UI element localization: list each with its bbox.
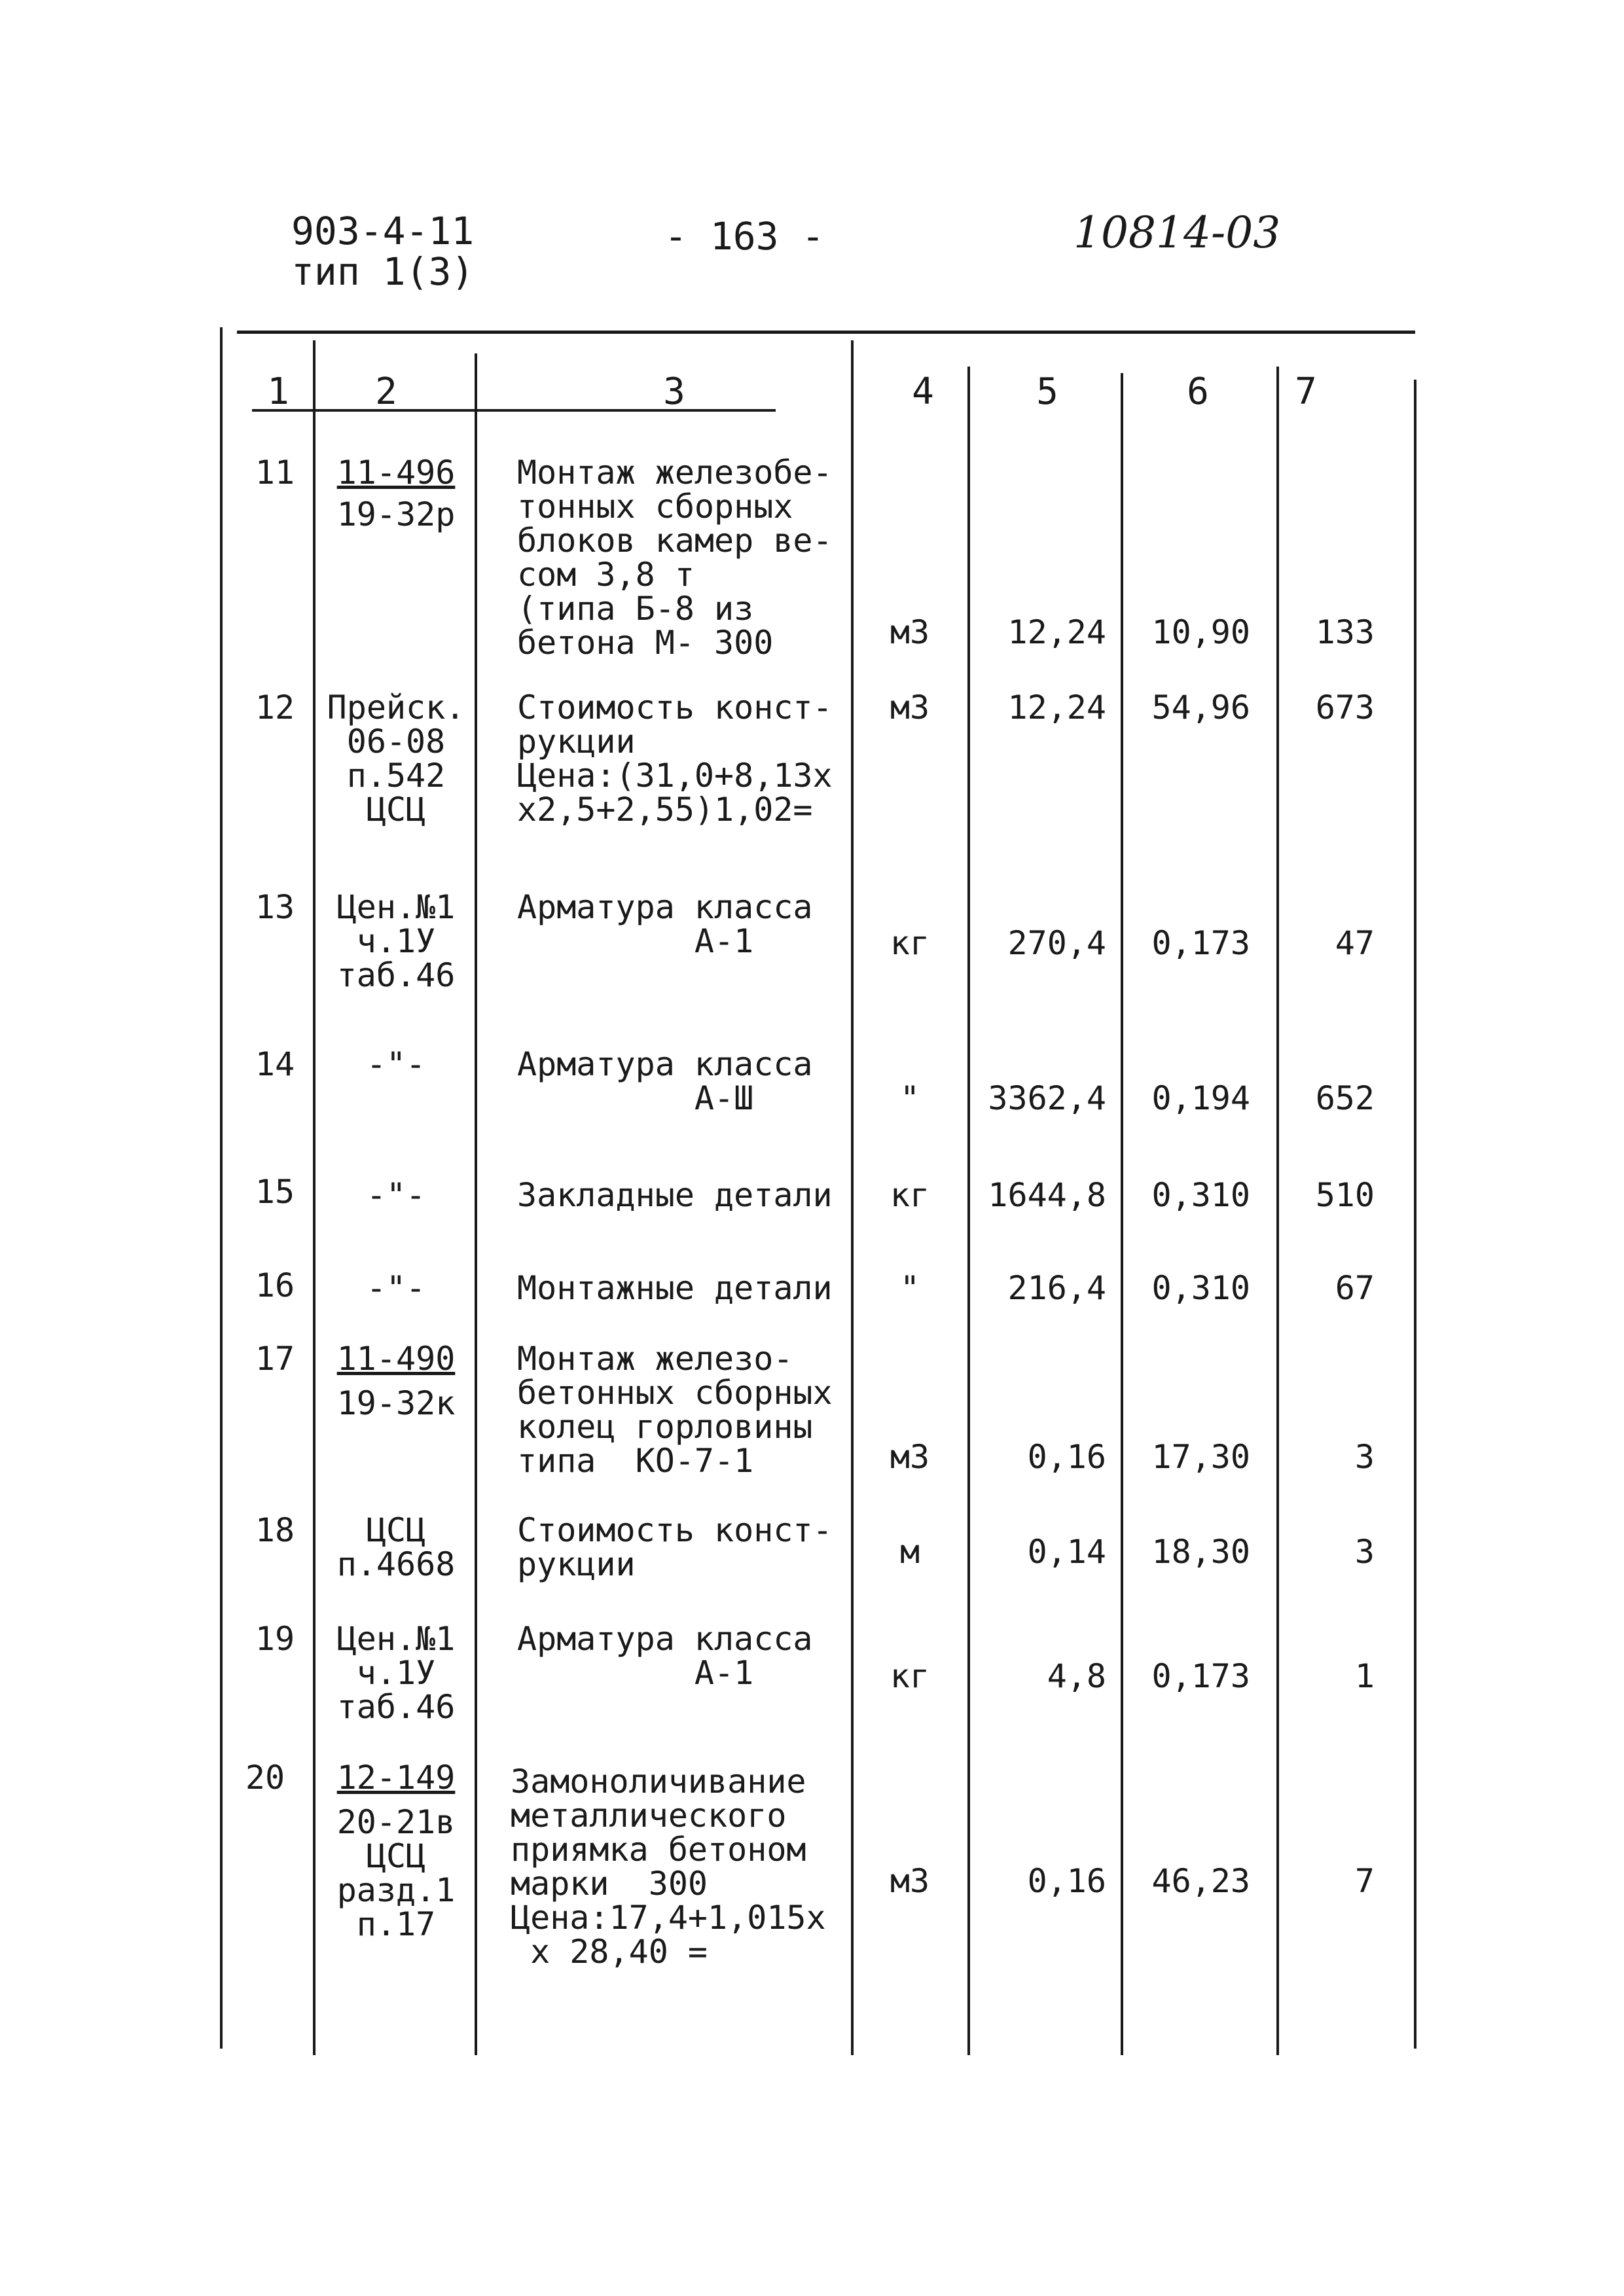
row-12-quantity: 12,24 xyxy=(1007,689,1106,726)
row-13-total: 47 xyxy=(1335,924,1375,962)
row-11-code-top: 11-496 xyxy=(336,454,456,492)
row-18-number: 18 xyxy=(255,1511,295,1549)
row-17-code: 19-32к xyxy=(336,1384,456,1422)
row-11-price: 10,90 xyxy=(1151,613,1250,651)
row-15-code: -"- xyxy=(366,1176,426,1214)
row-15-quantity: 1644,8 xyxy=(988,1176,1106,1214)
row-14-code: -"- xyxy=(366,1045,426,1083)
row-17-quantity: 0,16 xyxy=(1027,1438,1106,1476)
row-18-price: 18,30 xyxy=(1151,1533,1250,1571)
row-17-unit: м3 xyxy=(890,1438,930,1476)
row-20-number: 20 xyxy=(245,1759,285,1797)
row-18-code: ЦСЦ п.4668 xyxy=(336,1511,456,1583)
row-18-description: Стоимость конст- рукции xyxy=(517,1511,833,1583)
column-divider-1-2 xyxy=(313,340,316,2055)
row-19-number: 19 xyxy=(255,1620,295,1658)
row-17-description: Монтаж железо- бетонных сборных колец горловины типа КО-7-1 xyxy=(517,1340,833,1480)
row-20-price: 46,23 xyxy=(1151,1862,1250,1900)
page-number: - 163 - xyxy=(664,214,825,259)
column-number-1: 1 xyxy=(267,370,289,413)
row-17-price: 17,30 xyxy=(1151,1438,1250,1476)
row-18-unit: м xyxy=(899,1533,920,1571)
row-15-price: 0,310 xyxy=(1151,1176,1250,1214)
column-divider-right xyxy=(1414,380,1416,2049)
row-16-number: 16 xyxy=(255,1266,295,1304)
table-top-rule xyxy=(237,331,1415,334)
row-12-unit: м3 xyxy=(890,689,930,726)
row-16-code: -"- xyxy=(366,1269,426,1307)
row-13-code: Цен.№1 ч.1У таб.46 xyxy=(336,888,456,994)
row-13-unit: кг xyxy=(890,924,930,962)
column-divider-4-5 xyxy=(967,367,970,2055)
row-19-quantity: 4,8 xyxy=(1047,1657,1106,1695)
row-17-total: 3 xyxy=(1354,1438,1375,1476)
row-11-total: 133 xyxy=(1315,613,1375,651)
column-number-4: 4 xyxy=(912,370,934,413)
row-13-description: Арматура класса А-1 xyxy=(517,888,813,960)
row-19-unit: кг xyxy=(890,1657,930,1695)
column-divider-6-7 xyxy=(1276,367,1279,2055)
column-number-2: 2 xyxy=(375,370,397,413)
row-12-description: Стоимость конст- рукции Цена:(31,0+8,13х х2,5+2,55)1,02= xyxy=(517,689,833,829)
column-divider-5-6 xyxy=(1121,373,1123,2055)
row-11-number: 11 xyxy=(255,454,295,492)
row-12-number: 12 xyxy=(255,689,295,726)
column-divider-left xyxy=(220,327,223,2049)
row-20-description: Замоноличивание металлического приямка бетоном марки 300 Цена:17,4+1,015х х 28,40 = xyxy=(511,1763,826,1971)
row-12-price: 54,96 xyxy=(1151,689,1250,726)
row-20-total: 7 xyxy=(1354,1862,1375,1900)
row-19-price: 0,173 xyxy=(1151,1657,1250,1695)
row-16-unit: " xyxy=(899,1269,920,1307)
row-14-total: 652 xyxy=(1315,1079,1375,1117)
row-13-price: 0,173 xyxy=(1151,924,1250,962)
row-19-description: Арматура класса А-1 xyxy=(517,1620,813,1692)
row-15-number: 15 xyxy=(255,1173,295,1211)
row-15-unit: кг xyxy=(890,1176,930,1214)
column-number-5: 5 xyxy=(1036,370,1058,413)
row-14-price: 0,194 xyxy=(1151,1079,1250,1117)
column-number-7: 7 xyxy=(1295,370,1317,413)
row-14-quantity: 3362,4 xyxy=(988,1079,1106,1117)
row-20-code-top: 12-149 xyxy=(336,1759,456,1797)
row-11-unit: м3 xyxy=(890,613,930,651)
document-type: тип 1(3) xyxy=(291,249,475,294)
row-20-unit: м3 xyxy=(890,1862,930,1900)
row-19-code: Цен.№1 ч.1У таб.46 xyxy=(336,1620,456,1726)
row-20-quantity: 0,16 xyxy=(1027,1862,1106,1900)
row-18-quantity: 0,14 xyxy=(1027,1533,1106,1571)
row-13-number: 13 xyxy=(255,888,295,926)
row-16-total: 67 xyxy=(1335,1269,1375,1307)
column-number-6: 6 xyxy=(1187,370,1209,413)
row-16-description: Монтажные детали xyxy=(517,1269,833,1307)
row-11-quantity: 12,24 xyxy=(1007,613,1106,651)
row-15-total: 510 xyxy=(1315,1176,1375,1214)
row-12-code: Прейск. 06-08 п.542 ЦСЦ xyxy=(327,689,465,829)
row-18-total: 3 xyxy=(1354,1533,1375,1571)
row-13-quantity: 270,4 xyxy=(1007,924,1106,962)
sheet-code: 10814-03 xyxy=(1074,207,1281,258)
row-14-description: Арматура класса А-Ш xyxy=(517,1045,813,1117)
row-12-total: 673 xyxy=(1315,689,1375,726)
row-11-description: Монтаж железобе- тонных сборных блоков камер ве- сом 3,8 т (типа Б-8 из бетона М- 300 xyxy=(517,454,833,662)
row-11-code: 19-32р xyxy=(336,495,456,533)
column-divider-3-4 xyxy=(851,340,854,2055)
column-number-3: 3 xyxy=(663,370,685,413)
document-code-block xyxy=(291,211,474,292)
row-20-code: 20-21в ЦСЦ разд.1 п.17 xyxy=(336,1803,456,1943)
row-14-unit: " xyxy=(899,1079,920,1117)
row-14-number: 14 xyxy=(255,1045,295,1083)
row-19-total: 1 xyxy=(1354,1657,1375,1695)
row-17-code-top: 11-490 xyxy=(336,1340,456,1378)
column-divider-2-3 xyxy=(475,353,477,2055)
row-16-quantity: 216,4 xyxy=(1007,1269,1106,1307)
row-15-description: Закладные детали xyxy=(517,1176,833,1214)
document-code: 903-4-11 xyxy=(291,209,475,253)
row-17-number: 17 xyxy=(255,1340,295,1378)
row-16-price: 0,310 xyxy=(1151,1269,1250,1307)
